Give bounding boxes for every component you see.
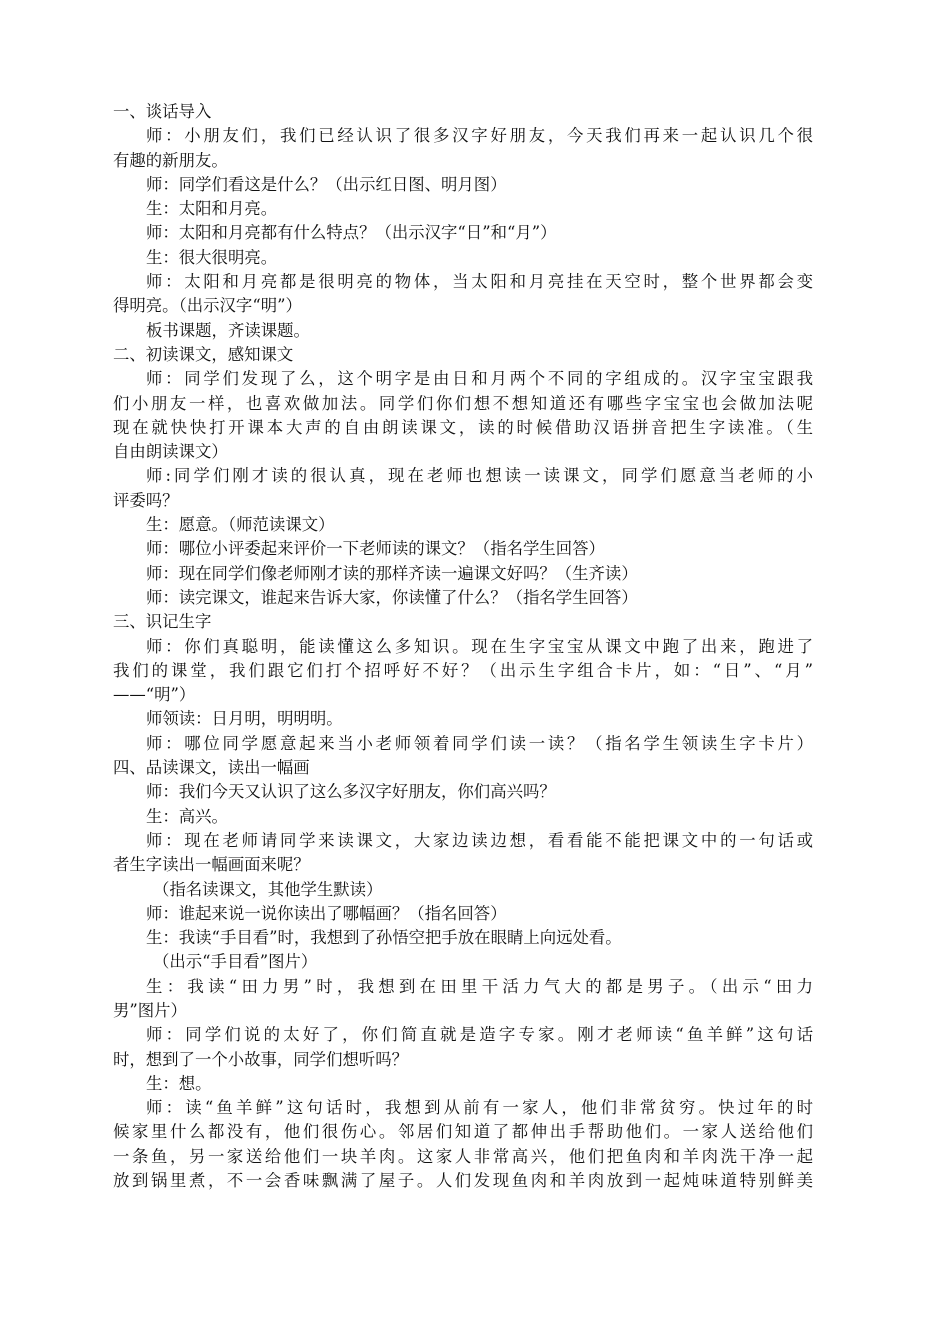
text-line: 二、初读课文，感知课文: [113, 344, 294, 364]
text-line: 评委吗？: [113, 490, 179, 510]
text-line: 现在就快快打开课本大声的自由朗读课文，读的时候借助汉语拼音把生字读准。（生: [113, 417, 813, 437]
text-line: 时，想到了一个小故事，同学们想听吗？: [113, 1049, 409, 1069]
text-line: 师：读完课文，谁起来告诉大家，你读懂了什么？（指名学生回答）: [146, 587, 638, 607]
document-body: [113, 100, 813, 1193]
text-line: 四、品读课文，读出一幅画: [113, 758, 310, 778]
text-line: 师：现在老师请同学来读课文，大家边读边想，看看能不能把课文中的一句话或: [146, 830, 813, 850]
text-line: 师：太阳和月亮都是很明亮的物体，当太阳和月亮挂在天空时，整个世界都会变: [146, 272, 813, 292]
text-line: 板书课题，齐读课题。: [146, 320, 310, 340]
text-line: 师：哪位小评委起来评价一下老师读的课文？（指名学生回答）: [146, 539, 605, 559]
text-line: 我们的课堂，我们跟它们打个招呼好不好？（出示生字组合卡片，如：“日”、“月”: [113, 660, 813, 680]
text-line: 得明亮。（出示汉字“明”）: [113, 296, 302, 316]
text-line: 师：读“鱼羊鲜”这句话时，我想到从前有一家人，他们非常贫穷。快过年的时: [146, 1098, 813, 1118]
text-line: 有趣的新朋友。: [113, 150, 228, 170]
text-line: 师:同学们刚才读的很认真，现在老师也想读一读课文，同学们愿意当老师的小: [146, 466, 813, 486]
text-line: 师领读：日月明，明明明。: [146, 709, 343, 729]
text-line: 师：现在同学们像老师刚才读的那样齐读一遍课文好吗？（生齐读）: [146, 563, 638, 583]
text-line: 师：小朋友们，我们已经认识了很多汉字好朋友，今天我们再来一起认识几个很: [146, 126, 813, 146]
text-line: 师：同学们看这是什么？（出示红日图、明月图）: [146, 174, 507, 194]
text-line: 者生字读出一幅画面来呢？: [113, 855, 310, 875]
text-line: 们小朋友一样，也喜欢做加法。同学们你们想不想知道还有哪些字宝宝也会做加法呢: [113, 393, 813, 413]
text-line: 生：太阳和月亮。: [146, 199, 278, 219]
text-line: 放到锅里煮，不一会香味飘满了屋子。人们发现鱼肉和羊肉放到一起炖味道特别鲜美: [113, 1171, 813, 1191]
text-line: 三、识记生字: [113, 612, 212, 632]
text-line: 师：同学们发现了么，这个明字是由日和月两个不同的字组成的。汉字宝宝跟我: [146, 369, 813, 389]
text-line: 一、谈话导入: [113, 102, 212, 121]
text-line: 一条鱼，另一家送给他们一块羊肉。这家人非常高兴，他们把鱼肉和羊肉洗干净一起: [113, 1146, 813, 1166]
text-line: 师：谁起来说一说你读出了哪幅画？（指名回答）: [146, 903, 507, 923]
text-line: 生：很大很明亮。: [146, 247, 278, 267]
text-line: 师：同学们说的太好了，你们简直就是造字专家。刚才老师读“鱼羊鲜”这句话: [146, 1025, 813, 1045]
text-line: （出示“手目看”图片）: [153, 952, 318, 972]
text-line: 师：哪位同学愿意起来当小老师领着同学们读一读？（指名学生领读生字卡片）: [146, 733, 813, 753]
text-line: 师：我们今天又认识了这么多汉字好朋友，你们高兴吗？: [146, 782, 556, 802]
text-line: （指名读课文，其他学生默读）: [153, 879, 383, 899]
text-line: ——“明”）: [113, 685, 196, 705]
text-line: 候家里什么都没有，他们很伤心。邻居们知道了都伸出手帮助他们。一家人送给他们: [113, 1122, 813, 1142]
text-line: 生：我读“田力男”时，我想到在田里干活力气大的都是男子。（出示“田力: [146, 976, 813, 996]
text-line: 师：太阳和月亮都有什么特点？（出示汉字“日”和“月”）: [146, 223, 557, 243]
text-line: 生：我读“手目看”时，我想到了孙悟空把手放在眼睛上向远处看。: [146, 928, 622, 948]
text-line: 自由朗读课文）: [113, 442, 228, 462]
text-line: 师：你们真聪明，能读懂这么多知识。现在生字宝宝从课文中跑了出来，跑进了: [146, 636, 813, 656]
text-line: 生：高兴。: [146, 806, 228, 826]
text-line: 生：想。: [146, 1073, 212, 1093]
text-line: 男”图片）: [113, 1000, 187, 1020]
text-line: 生：愿意。（师范读课文）: [146, 515, 335, 535]
